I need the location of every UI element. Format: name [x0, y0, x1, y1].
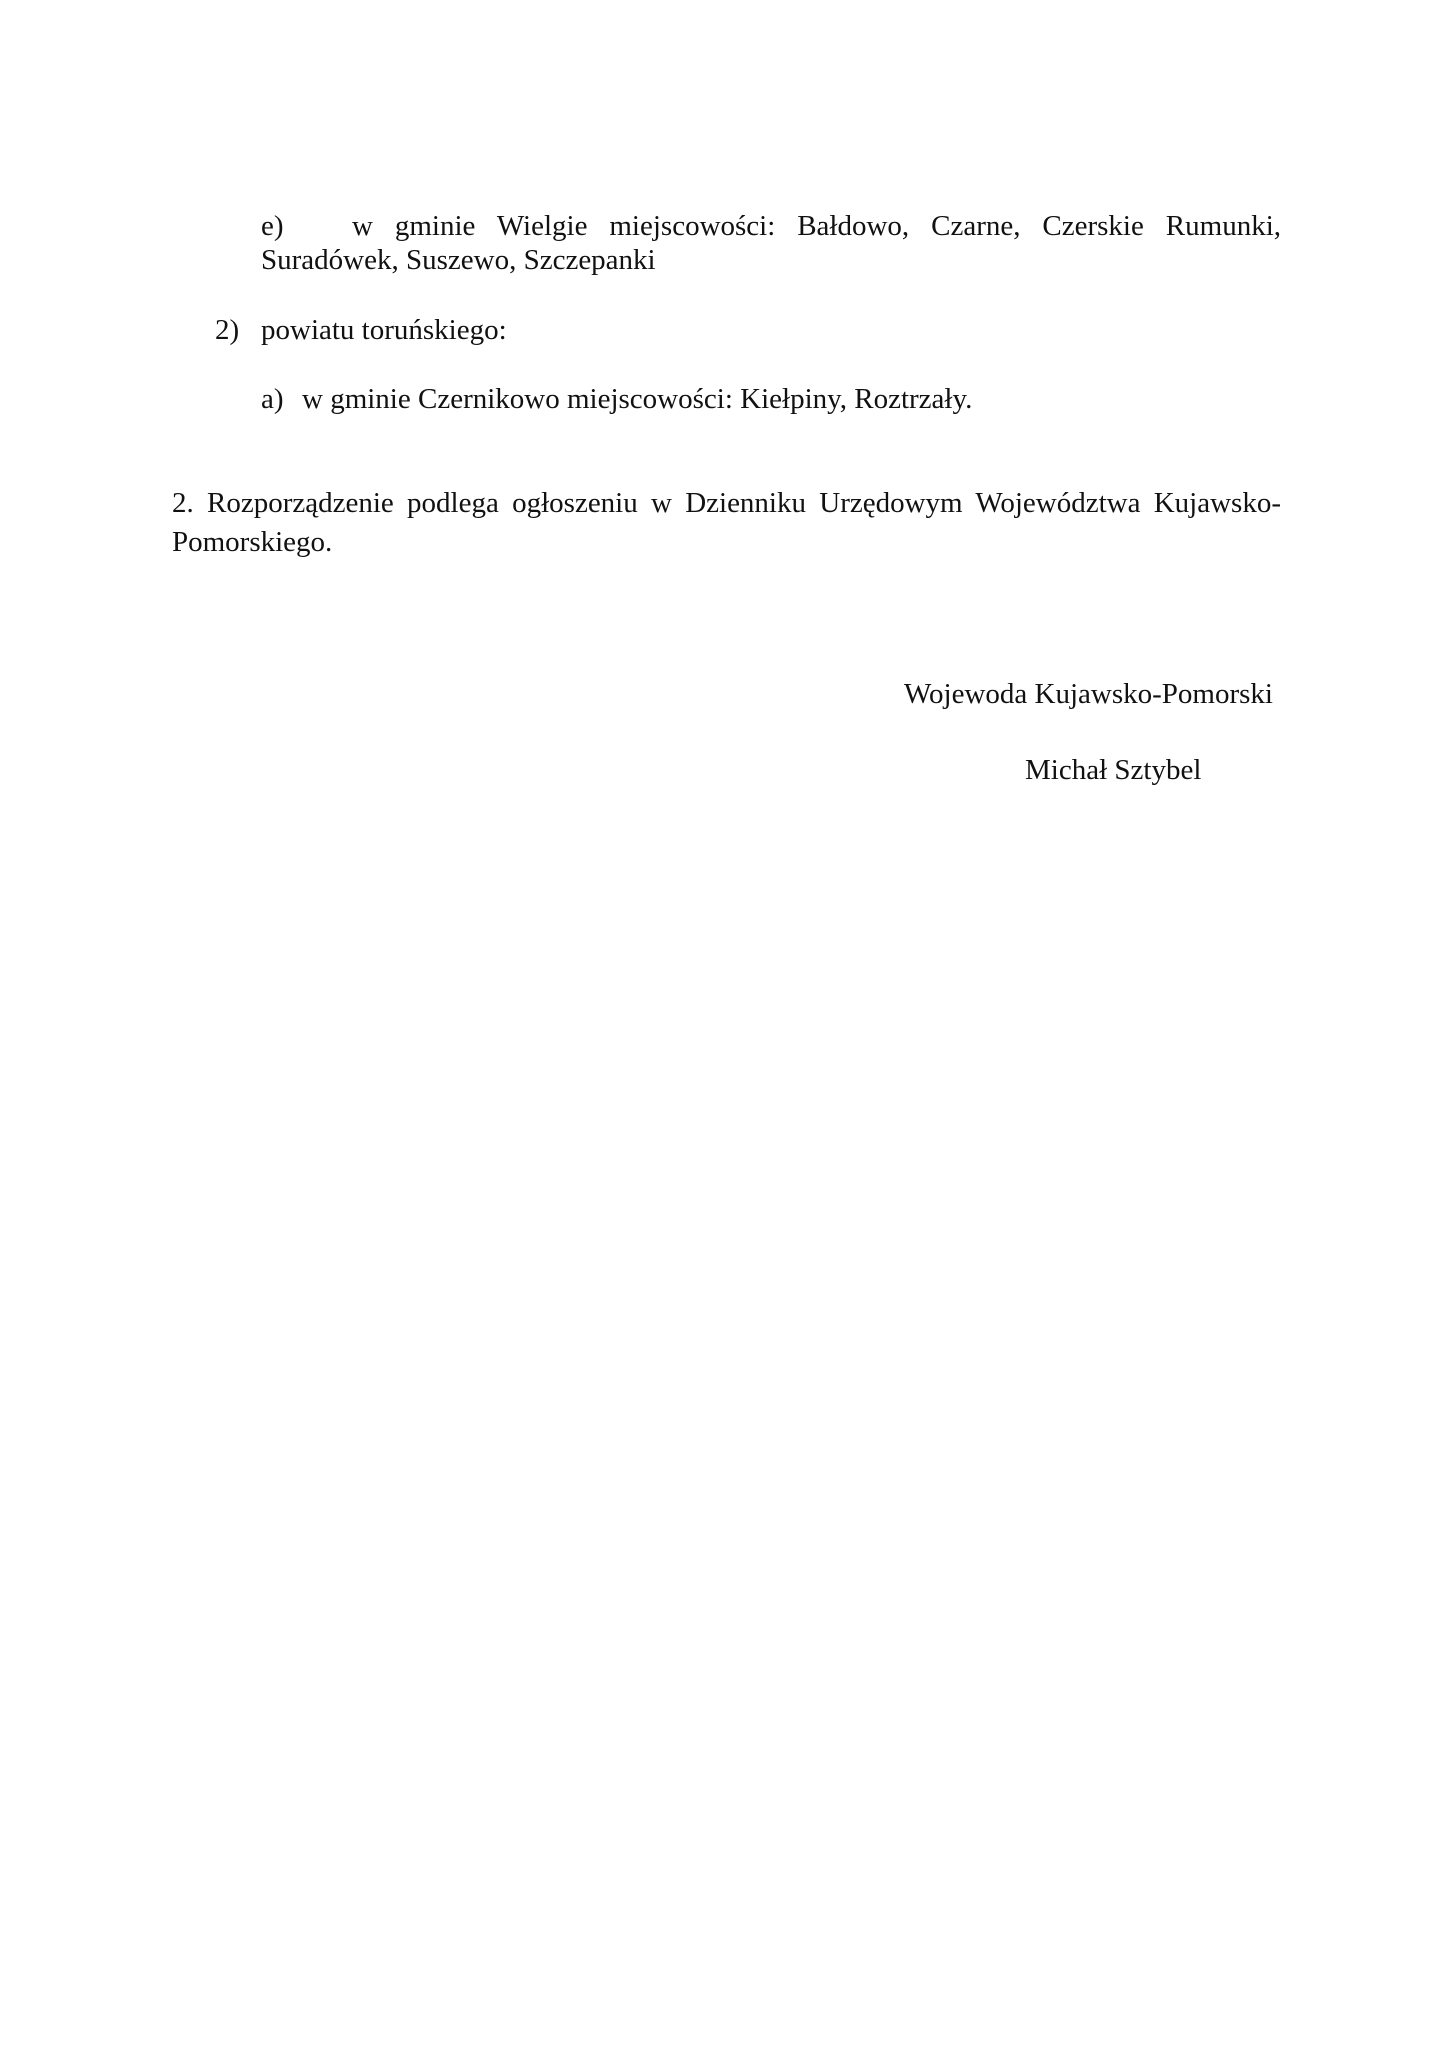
signature-name: Michał Sztybel	[1025, 754, 1202, 786]
list-marker-a: a)	[261, 383, 284, 415]
list-marker-2: 2)	[215, 314, 240, 346]
item-a-text: w gminie Czernikowo miejscowości: Kiełpiny, Roztrzały.	[302, 383, 973, 415]
item-e-line-1: w gminie Wielgie miejscowości: Bałdowo, Czarne, Czerskie Rumunki,	[352, 210, 1281, 242]
signature-title: Wojewoda Kujawsko-Pomorski	[904, 678, 1273, 710]
item-e-line-2: Suradówek, Suszewo, Szczepanki	[261, 244, 656, 276]
item-2-text: powiatu toruńskiego:	[261, 314, 507, 346]
list-marker-e: e)	[261, 210, 284, 242]
paragraph-2-line-1: 2. Rozporządzenie podlega ogłoszeniu w Dzienniku Urzędowym Województwa Kujawsko-	[172, 487, 1281, 519]
paragraph-2-line-2: Pomorskiego.	[172, 526, 333, 558]
